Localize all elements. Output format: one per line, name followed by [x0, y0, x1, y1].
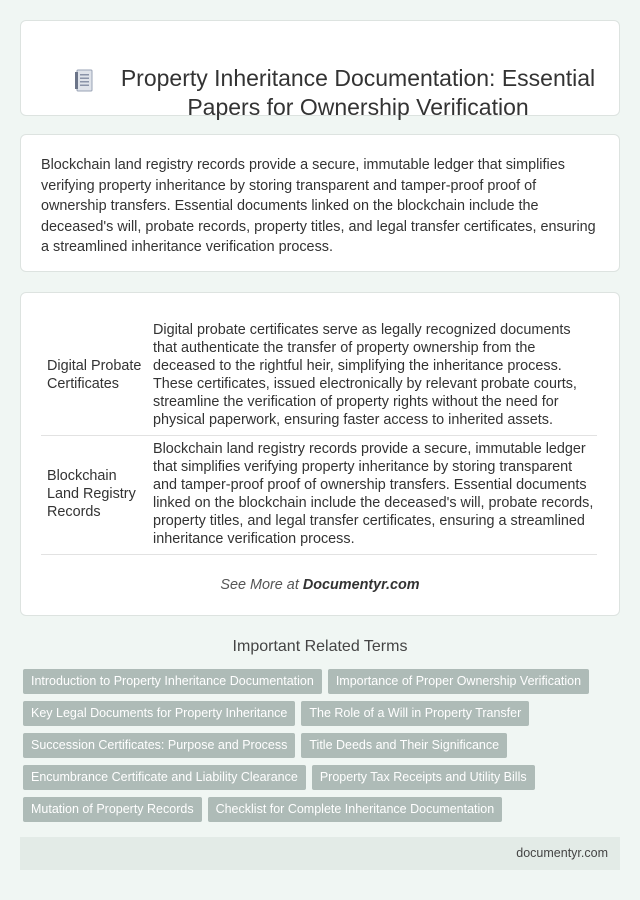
term-cell: Digital Probate Certificates	[41, 317, 147, 436]
description-cell: Digital probate certificates serve as legally recognized documents that authenticate the transfer of property ownership from the deceased to the rightful heir, simplifying the inheritance process. These certificates, issued electronically by relevant probate courts, streamline the verification of property rights without the need for physical paperwork, ensuring faster access to inherited assets.	[147, 317, 597, 436]
terms-card	[20, 292, 620, 616]
see-more-link[interactable]: Documentyr.com	[302, 577, 420, 593]
see-more	[21, 577, 619, 593]
related-tag[interactable]: Introduction to Property Inheritance Documentation	[23, 669, 322, 694]
table-row	[41, 317, 597, 436]
related-terms-title: Important Related Terms	[232, 638, 408, 655]
related-tags	[23, 669, 623, 829]
related-tag[interactable]: Succession Certificates: Purpose and Process	[23, 733, 295, 758]
related-tag[interactable]: The Role of a Will in Property Transfer	[301, 701, 529, 726]
footer	[20, 837, 620, 870]
see-more-prefix: See More at	[220, 577, 303, 593]
description-cell: Blockchain land registry records provide a secure, immutable ledger that simplifies verifying property inheritance by storing transparent and tamper-proof proof of ownership transfers. Essential documents linked on the blockchain include the deceased's will, probate records, property titles, and legal transfer certificates, ensuring a streamlined inheritance verification process.	[147, 436, 597, 555]
related-tag[interactable]: Title Deeds and Their Significance	[301, 733, 507, 758]
page-title: Property Inheritance Documentation: Essential Papers for Ownership Verification	[120, 65, 596, 120]
intro-text: Blockchain land registry records provide a secure, immutable ledger that simplifies verifying property inheritance by storing transparent and tamper-proof proof of ownership transfers. Essential documents linked on the blockchain include the deceased's will, probate records, property titles, and legal transfer certificates, ensuring a streamlined inheritance verification process.	[41, 157, 596, 255]
related-tag[interactable]: Property Tax Receipts and Utility Bills	[312, 765, 535, 790]
footer-site[interactable]: documentyr.com	[516, 846, 608, 860]
document-icon	[75, 69, 95, 93]
related-tag[interactable]: Mutation of Property Records	[23, 797, 202, 822]
related-tag[interactable]: Checklist for Complete Inheritance Documentation	[208, 797, 503, 822]
term-cell: Blockchain Land Registry Records	[41, 436, 147, 555]
table-row	[41, 436, 597, 555]
intro-card	[20, 134, 620, 272]
related-tag[interactable]: Importance of Proper Ownership Verification	[328, 669, 589, 694]
header-card	[20, 20, 620, 120]
related-tag[interactable]: Key Legal Documents for Property Inheritance	[23, 701, 295, 726]
terms-table	[41, 317, 597, 555]
related-tag[interactable]: Encumbrance Certificate and Liability Clearance	[23, 765, 306, 790]
